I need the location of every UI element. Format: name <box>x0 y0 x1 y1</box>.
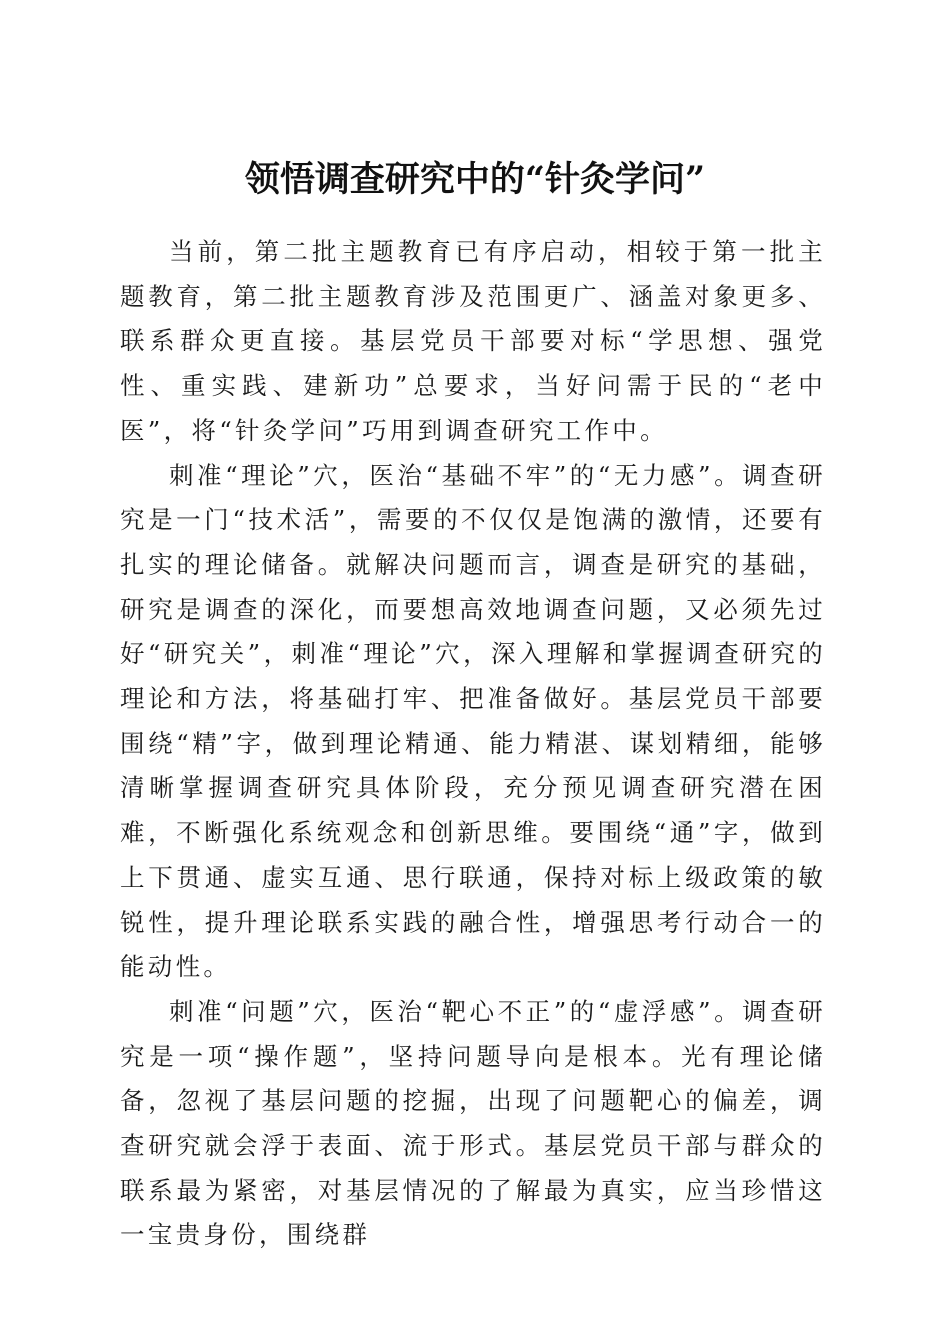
document-body <box>120 230 826 1258</box>
paragraph-intro: 当前，第二批主题教育已有序启动，相较于第一批主题教育，第二批主题教育涉及范围更广、涵盖对象更多、联系群众更直接。基层党员干部要对标“学思想、强党性、重实践、建新功”总要求，当好问需于民的“老中医”，将“针灸学问”巧用到调查研究工作中。 <box>120 237 826 445</box>
paragraph-problem-acupoint: 刺准“问题”穴，医治“靶心不正”的“虚浮感”。调查研究是一项“操作题”，坚持问题导向是根本。光有理论储备，忽视了基层问题的挖掘，出现了问题靶心的偏差，调查研究就会浮于表面、流于形式。基层党员干部与群众的联系最为紧密，对基层情况的了解最为真实，应当珍惜这一宝贵身份，围绕群 <box>120 996 826 1250</box>
document-title: 领悟调查研究中的“针灸学问” <box>244 159 706 201</box>
paragraph-theory-acupoint: 刺准“理论”穴，医治“基础不牢”的“无力感”。调查研究是一门“技术活”，需要的不仅仅是饱满的激情，还要有扎实的理论储备。就解决问题而言，调查是研究的基础，研究是调查的深化，而要想高效地调查问题，又必须先过好“研究关”，刺准“理论”穴，深入理解和掌握调查研究的理论和方法，将基础打牢、把准备做好。基层党员干部要围绕“精”字，做到理论精通、能力精湛、谋划精细，能够清晰掌握调查研究具体阶段，充分预见调查研究潜在困难，不断强化系统观念和创新思维。要围绕“通”字，做到上下贯通、虚实互通、思行联通，保持对标上级政策的敏锐性，提升理论联系实践的融合性，增强思考行动合一的能动性。 <box>120 460 826 982</box>
